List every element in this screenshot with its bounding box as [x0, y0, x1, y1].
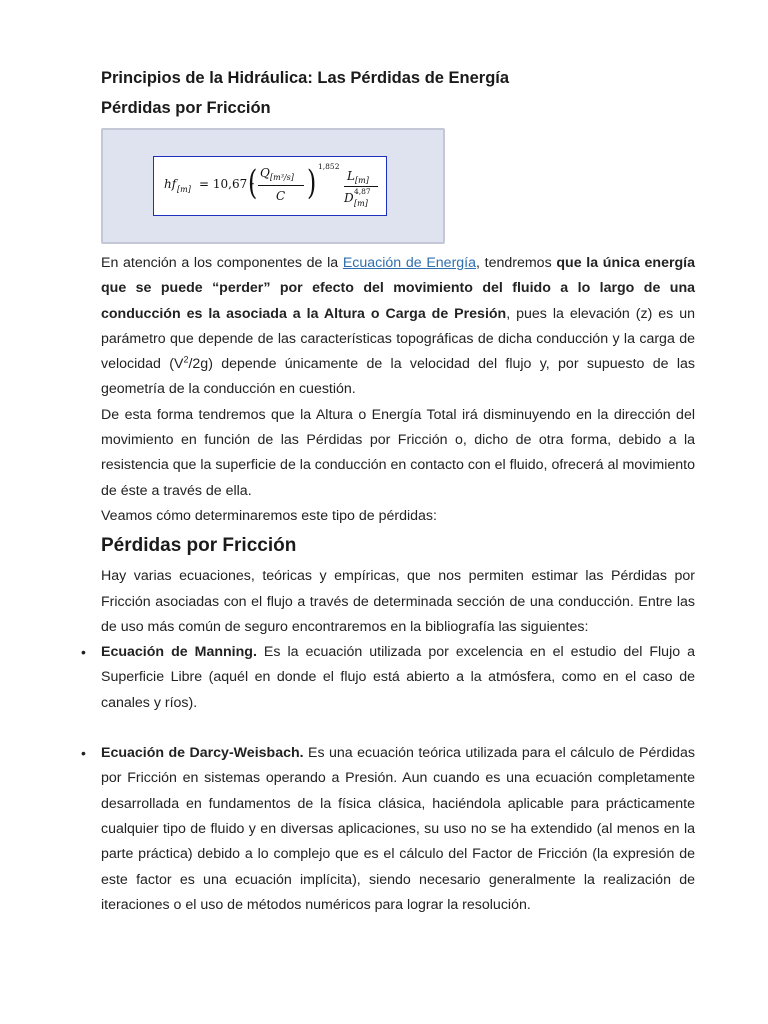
formula-exponent: 1,852	[318, 162, 340, 171]
paragraph-energia	[101, 251, 695, 403]
formula-q: Q	[260, 166, 270, 180]
section-heading-perdidas: Pérdidas por Fricción	[101, 535, 297, 557]
formula-d: D	[344, 191, 354, 205]
ecuacion-energia-link[interactable]: Ecuación de Energía	[342, 255, 477, 271]
list-text-manning: Es la ecuación utilizada por excelencia en el estudio del Flujo a Superficie Libre (aquél en donde el flujo está abierto a la atmósfera, como en el caso de canales y ríos).	[101, 644, 695, 711]
bullet-icon: •	[81, 745, 86, 762]
formula-hf-sub: [m]	[177, 185, 191, 194]
paragraph-veamos: Veamos cómo determinaremos este tipo de pérdidas:	[101, 507, 437, 524]
formula-d-exp: 4,87	[354, 187, 371, 196]
page-title: Principios de la Hidráulica: Las Pérdidas de Energía	[101, 69, 510, 87]
para1-text-3: , pues la elevación (z) es un parámetro que depende de las características topográficas de dicha conducción y la carga de velocidad (V	[101, 305, 696, 373]
bullet-icon: •	[81, 644, 86, 661]
formula-l-sub: [m]	[355, 176, 369, 185]
formula-c: C	[276, 189, 286, 203]
hazen-williams-formula	[153, 156, 387, 216]
formula-paren-left: (	[247, 163, 258, 203]
section-subtitle: Pérdidas por Fricción	[101, 99, 271, 117]
list-text-darcy: Es una ecuación teórica utilizada para el cálculo de Pérdidas por Fricción en sistemas operando a Presión. Aun cuando es una ecuación completamente desarrollada en fundamentos de la física clásica, haciéndola aplicable para prácticamente cualquier tipo de fluido y en diversas aplicaciones, su uso no se ha extendido (al menos en la parte práctica) debido a lo complejo que es el cálculo del Factor de Fricción (la expresión de este factor es una ecuación implícita), siendo necesario generalmente la realización de iteraciones o el uso de métodos numéricos para lograr la resolución.	[101, 745, 696, 913]
formula-d-sub: [m]	[354, 199, 368, 208]
formula-hf: hf	[164, 177, 177, 191]
formula-eq: = 10,67 ·	[199, 177, 255, 191]
list-term-manning: Ecuación de Manning.	[101, 644, 257, 661]
formula-q-sub: [m³/s]	[270, 173, 294, 182]
formula-fraction-bar-1	[258, 185, 304, 186]
paragraph-altura-total: De esta forma tendremos que la Altura o Energía Total irá disminuyendo en la dirección del movimiento en función de las Pérdidas por Fricción o, dicho de otra forma, debido a la resistencia que la superficie de la conducción en contacto con el fluido, ofrecerá al movimiento de éste a través de ella.	[101, 406, 695, 499]
list-item-manning	[81, 640, 695, 716]
para1-text-4: /2g) depende únicamente de la velocidad del flujo y, por supuesto de las geometría de la conducción en cuestión.	[101, 356, 695, 398]
para1-bold: que la única energía que se puede “perder” por efecto del movimiento del fluido a lo largo de una conducción es la asociada a la Altura o Carga de Presión	[101, 255, 695, 322]
paragraph-ecuaciones: Hay varias ecuaciones, teóricas y empíricas, que nos permiten estimar las Pérdidas por Fricción asociadas con el flujo a través de determinada sección de una conducción. Entre las de uso más común de seguro encontraremos en la bibliografía las siguientes:	[101, 568, 695, 635]
list-item-darcy	[81, 741, 696, 918]
para1-text-2: , tendremos	[476, 255, 557, 271]
formula-l: L	[347, 169, 355, 183]
document-page	[81, 66, 696, 918]
para1-superscript: 2	[183, 354, 189, 365]
equations-list	[81, 640, 696, 918]
formula-paren-right: )	[306, 163, 317, 203]
formula-image-frame	[101, 128, 445, 244]
list-spacer	[101, 716, 695, 741]
para1-text-1: En atención a los componentes de la	[101, 255, 343, 271]
list-term-darcy: Ecuación de Darcy-Weisbach.	[101, 745, 304, 762]
